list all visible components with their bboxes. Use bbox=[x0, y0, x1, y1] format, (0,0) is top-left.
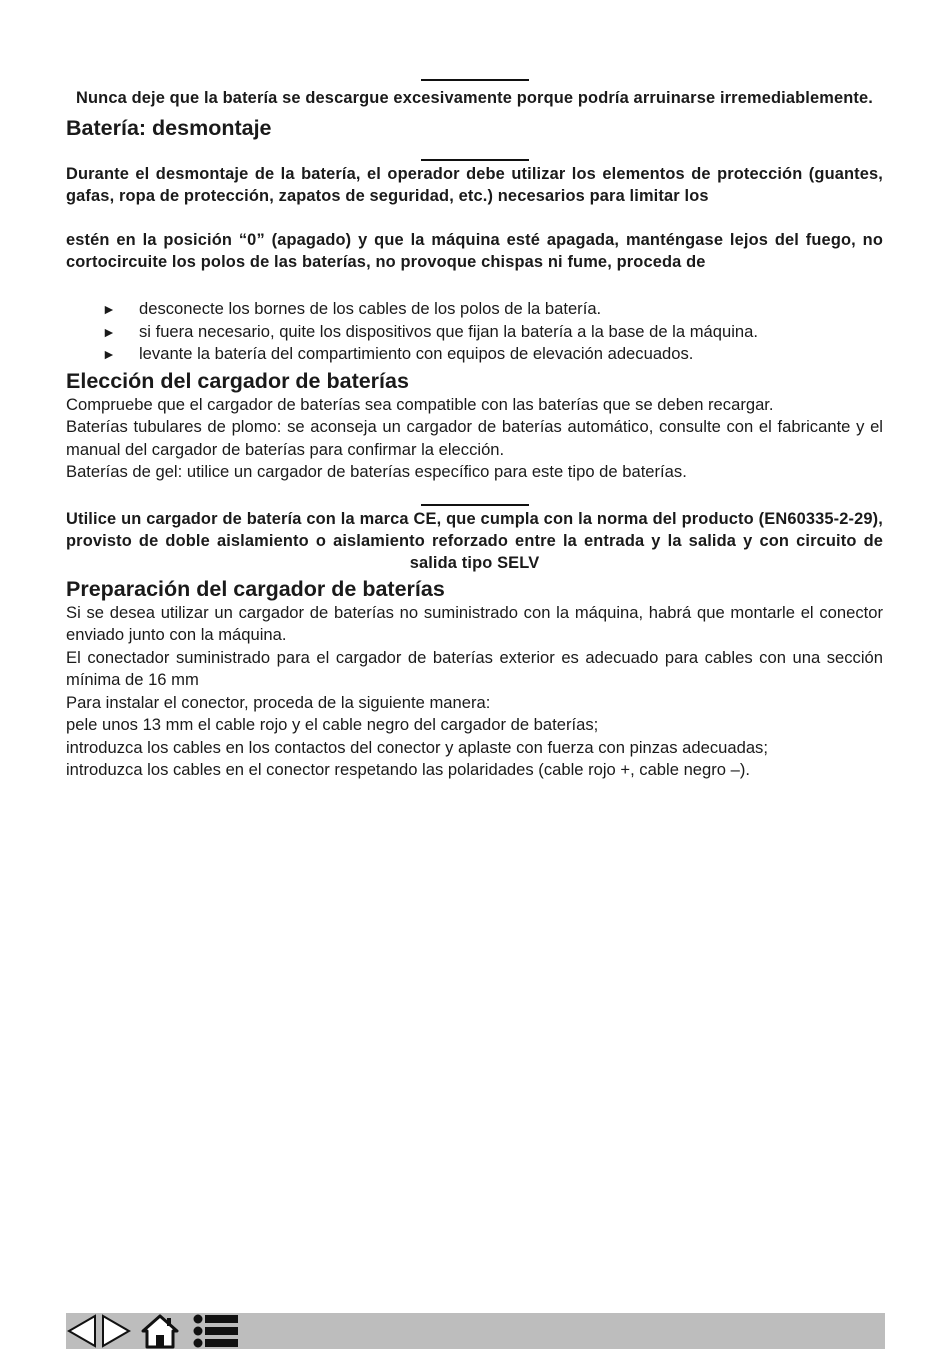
warning-rule bbox=[421, 79, 529, 81]
section-title-battery-removal: Batería: desmontaje bbox=[66, 116, 272, 140]
bullet-arrow-icon: ► bbox=[102, 323, 116, 340]
document-page bbox=[66, 0, 883, 782]
paragraph: Para instalar el conector, proceda de la siguiente manera: bbox=[66, 692, 491, 712]
warning-rule bbox=[421, 159, 529, 161]
list-item: ► si fuera necesario, quite los dispositivos que fijan la batería a la base de la máquina. bbox=[102, 321, 883, 344]
warning-rule bbox=[421, 504, 529, 506]
warning-ce-charger: Utilice un cargador de batería con la marca CE, que cumpla con la norma del producto (EN60335-2-29), provisto de doble aislamiento o aislamiento reforzado entre la entrada y la salida y con circuito de salida tipo SELV bbox=[66, 509, 883, 572]
navigation-bar bbox=[66, 1313, 885, 1349]
paragraph: introduzca los cables en los contactos del conector y aplaste con fuerza con pinzas adecuadas; bbox=[66, 737, 768, 757]
charger-choice-text bbox=[66, 394, 883, 484]
section-title-charger-choice: Elección del cargador de baterías bbox=[66, 368, 409, 393]
paragraph: Compruebe que el cargador de baterías sea compatible con las baterías que se deben recargar. bbox=[66, 394, 774, 414]
home-icon[interactable] bbox=[140, 1313, 180, 1349]
previous-page-icon[interactable] bbox=[66, 1313, 98, 1349]
warning-battery-discharge: Nunca deje que la batería se descargue excesivamente porque podría arruinarse irremediablemente. bbox=[76, 89, 873, 107]
bullet-arrow-icon: ► bbox=[102, 301, 116, 317]
paragraph: Baterías de gel: utilice un cargador de baterías específico para este tipo de baterías. bbox=[66, 462, 687, 481]
index-list-icon[interactable] bbox=[192, 1313, 240, 1349]
section-title-charger-preparation: Preparación del cargador de baterías bbox=[66, 576, 445, 601]
paragraph: introduzca los cables en el conector respetando las polaridades (cable rojo +, cable negro –). bbox=[66, 760, 750, 779]
paragraph: pele unos 13 mm el cable rojo y el cable negro del cargador de baterías; bbox=[66, 715, 599, 734]
list-item: ► levante la batería del compartimiento con equipos de elevación adecuados. bbox=[102, 343, 883, 366]
warning-removal-protection: Durante el desmontaje de la batería, el operador debe utilizar los elementos de protección (guantes, gafas, ropa de protección, zapatos de seguridad, etc.) necesarios para limitar los bbox=[66, 165, 883, 205]
warning-removal-procedure: estén en la posición “0” (apagado) y que la máquina esté apagada, manténgase lejos del fuego, no cortocircuite los polos de las baterías, no provoque chispas ni fume, proceda de bbox=[66, 231, 883, 271]
paragraph: Si se desea utilizar un cargador de baterías no suministrado con la máquina, habrá que montarle el conector enviado junto con la máquina. bbox=[66, 602, 883, 644]
list-item: ► desconecte los bornes de los cables de los polos de la batería. bbox=[102, 298, 883, 321]
next-page-icon[interactable] bbox=[100, 1313, 132, 1349]
bullet-arrow-icon: ► bbox=[102, 346, 116, 362]
removal-steps-list bbox=[66, 298, 883, 366]
paragraph: Baterías tubulares de plomo: se aconseja un cargador de baterías automático, consulte con el fabricante y el manual del cargador de baterías para confirmar la elección. bbox=[66, 417, 883, 459]
paragraph: El conectador suministrado para el cargador de baterías exterior es adecuado para cables con una sección mínima de 16 mm bbox=[66, 647, 883, 689]
charger-preparation-text bbox=[66, 602, 883, 782]
